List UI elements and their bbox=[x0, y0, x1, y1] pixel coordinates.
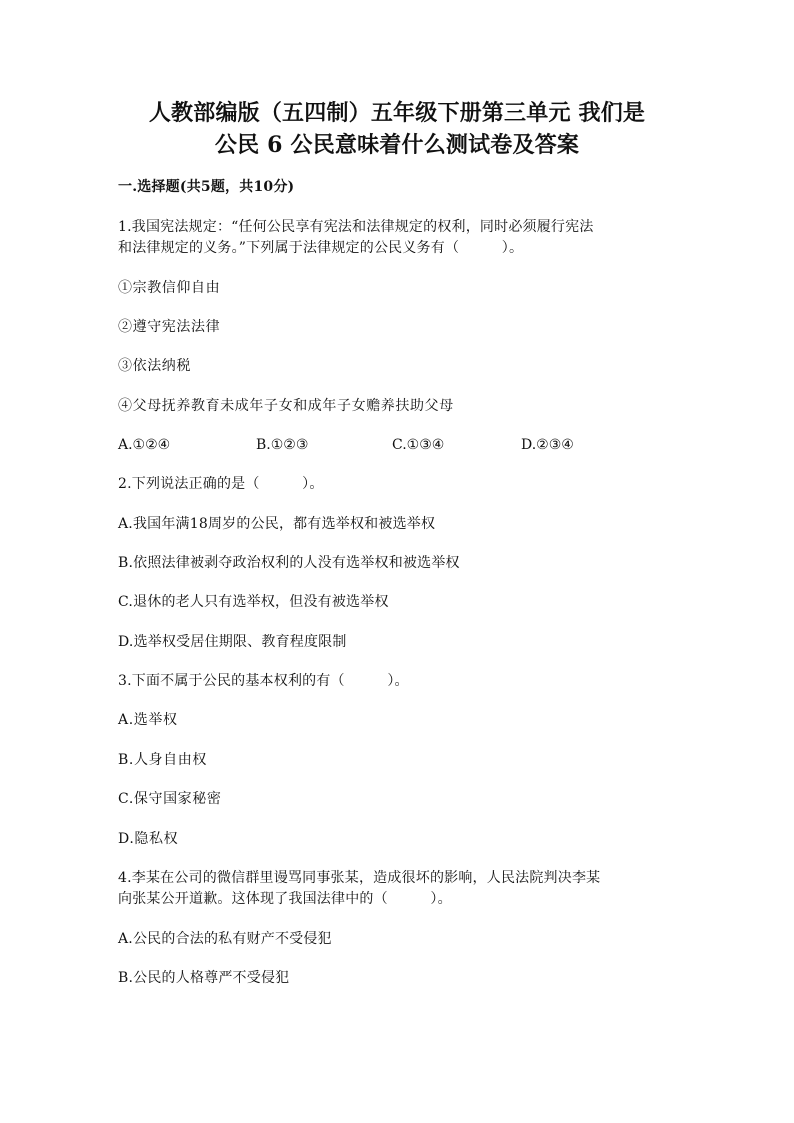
question-1-choice-b: B.①②③ bbox=[256, 437, 309, 453]
question-1-item-1: ①宗教信仰自由 bbox=[118, 280, 221, 296]
question-4-stem-line-1: 4.李某在公司的微信群里谩骂同事张某，造成很坏的影响，人民法院判决李某 bbox=[118, 870, 601, 886]
question-3-option-a: A.选举权 bbox=[118, 712, 178, 728]
question-3-stem: 3.下面不属于公民的基本权利的有（ ）。 bbox=[118, 673, 409, 689]
question-1-choices bbox=[118, 435, 678, 455]
question-4-stem-line-2: 向张某公开道歉。这体现了我国法律中的（ ）。 bbox=[118, 891, 452, 907]
question-4-option-a: A.公民的合法的私有财产不受侵犯 bbox=[118, 931, 332, 947]
document-title-line-2: 公民 6 公民意味着什么测试卷及答案 bbox=[214, 132, 580, 158]
question-1-item-2: ②遵守宪法法律 bbox=[118, 319, 221, 335]
question-1-choice-d: D.②③④ bbox=[521, 437, 574, 453]
question-1-stem-line-1: 1.我国宪法规定：“任何公民享有宪法和法律规定的权利，同时必须履行宪法 bbox=[118, 219, 594, 235]
question-3-option-c: C.保守国家秘密 bbox=[118, 791, 222, 807]
document-title-line-1: 人教部编版（五四制）五年级下册第三单元 我们是 bbox=[148, 100, 646, 126]
question-2-option-b: B.依照法律被剥夺政治权利的人没有选举权和被选举权 bbox=[118, 555, 460, 571]
question-1-choice-c: C.①③④ bbox=[392, 437, 445, 453]
question-1-stem-line-2: 和法律规定的义务。”下列属于法律规定的公民义务有（ ）。 bbox=[118, 240, 524, 256]
section-heading: 一.选择题(共5题，共10分) bbox=[118, 179, 295, 195]
question-1-item-4: ④父母抚养教育未成年子女和成年子女赡养扶助父母 bbox=[118, 398, 454, 414]
question-3-option-b: B.人身自由权 bbox=[118, 752, 207, 768]
question-2-option-d: D.选举权受居住期限、教育程度限制 bbox=[118, 634, 347, 650]
question-2-option-a: A.我国年满18周岁的公民，都有选举权和被选举权 bbox=[118, 516, 436, 532]
question-2-option-c: C.退休的老人只有选举权，但没有被选举权 bbox=[118, 594, 389, 610]
question-1-item-3: ③依法纳税 bbox=[118, 358, 191, 374]
question-4-option-b: B.公民的人格尊严不受侵犯 bbox=[118, 970, 290, 986]
question-1-choice-a: A.①②④ bbox=[118, 437, 171, 453]
question-2-stem: 2.下列说法正确的是（ ）。 bbox=[118, 476, 324, 492]
question-3-option-d: D.隐私权 bbox=[118, 831, 179, 847]
